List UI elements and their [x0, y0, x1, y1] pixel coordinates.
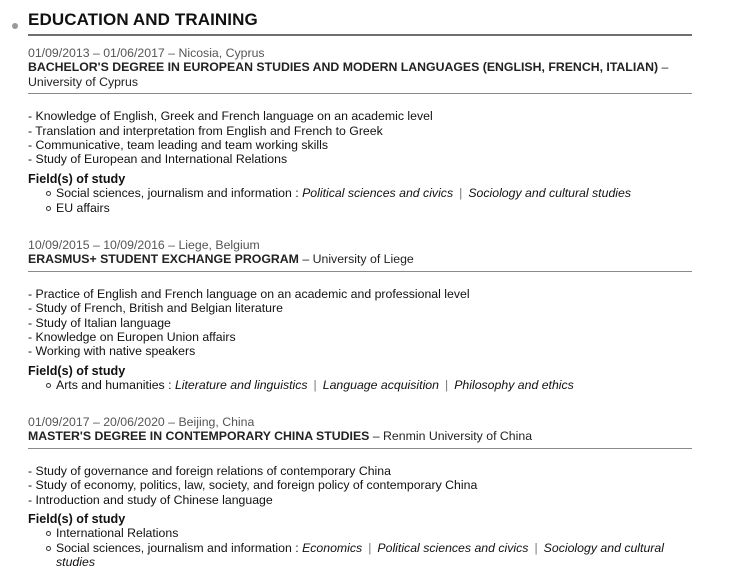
entry-dates: 01/09/2013 – 01/06/2017: [28, 46, 165, 60]
field-item: [56, 201, 692, 215]
field-subitem: Political sciences and civics: [302, 186, 454, 201]
fields-list: [28, 378, 692, 392]
field-separator: |: [459, 186, 463, 201]
entry-title: MASTER'S DEGREE IN CONTEMPORARY CHINA STUDIES – Renmin University of China: [28, 429, 533, 444]
description-line: - Communicative, team leading and team working skills: [28, 138, 329, 153]
field-subitem: Philosophy and ethics: [454, 378, 574, 393]
field-subitem: Literature and linguistics: [174, 378, 308, 393]
description-line: - Knowledge on Europen Union affairs: [28, 330, 236, 345]
entry-title: BACHELOR'S DEGREE IN EUROPEAN STUDIES AND MODERN LANGUAGES (ENGLISH, FRENCH, ITALIAN) – University of Cyprus: [28, 60, 669, 89]
entry-divider: [28, 448, 692, 449]
entry-dates: 10/09/2015 – 10/09/2016: [28, 238, 165, 252]
description-line: - Study of governance and foreign relations of contemporary China: [28, 463, 391, 478]
field-item: Arts and humanities : Literature and linguistics | Language acquisition | Philosophy and ethics: [56, 378, 692, 392]
entry-dates: 01/09/2017 – 20/06/2020: [28, 415, 165, 429]
fields-heading: Field(s) of study: [28, 363, 126, 378]
field-group: Social sciences, journalism and information: [56, 186, 292, 201]
field-separator: |: [444, 378, 449, 393]
section-divider: [28, 34, 692, 36]
field-separator: |: [313, 378, 317, 393]
entry-divider: [28, 271, 692, 272]
section-title: EDUCATION AND TRAINING: [28, 10, 258, 29]
entry-title: ERASMUS+ STUDENT EXCHANGE PROGRAM – University of Liege: [28, 252, 414, 267]
field-group: International Relations: [56, 526, 179, 541]
entry-institution: Renmin University of China: [383, 429, 533, 444]
entry-meta: 01/09/2013 – 01/06/2017 – Nicosia, Cyprus: [28, 46, 265, 60]
fields-heading: Field(s) of study: [28, 512, 126, 527]
education-entry: [28, 238, 692, 393]
entry-degree: MASTER'S DEGREE IN CONTEMPORARY CHINA STUDIES: [28, 429, 370, 444]
entry-degree: ERASMUS+ STUDENT EXCHANGE PROGRAM: [28, 252, 299, 267]
description-line: - Introduction and study of Chinese language: [28, 492, 273, 507]
entry-description: [28, 287, 692, 359]
entry-meta: 10/09/2015 – 10/09/2016 – Liege, Belgium: [28, 238, 260, 252]
entry-institution: University of Cyprus: [28, 74, 139, 89]
field-separator: |: [534, 540, 538, 555]
fields-list: [28, 186, 692, 215]
field-subitem: Sociology and cultural studies: [56, 540, 664, 570]
field-subitem: Sociology and cultural studies: [468, 186, 632, 201]
description-line: - Knowledge of English, Greek and French language on an academic level: [28, 109, 433, 124]
education-entry: [28, 415, 692, 570]
education-entry: [28, 46, 692, 215]
entry-location: Beijing, China: [178, 415, 255, 429]
field-item: Social sciences, journalism and information : Economics | Political sciences and civics | Sociology and cultural studies: [56, 541, 676, 570]
entry-institution: University of Liege: [312, 252, 414, 267]
field-item: [56, 526, 692, 540]
description-line: - Study of economy, politics, law, society, and foreign policy of contemporary China: [28, 478, 478, 493]
entry-meta: 01/09/2017 – 20/06/2020 – Beijing, China: [28, 415, 255, 429]
description-line: - Working with native speakers: [28, 344, 196, 359]
entry-location: Liege, Belgium: [178, 238, 260, 252]
entry-degree: BACHELOR'S DEGREE IN EUROPEAN STUDIES AND MODERN LANGUAGES (ENGLISH, FRENCH, ITALIAN): [28, 60, 659, 75]
field-separator: |: [368, 540, 372, 555]
field-subitem: Language acquisition: [322, 378, 439, 393]
description-line: - Study of Italian language: [28, 315, 171, 330]
description-line: - Translation and interpretation from English and French to Greek: [28, 123, 383, 138]
field-group: EU affairs: [56, 200, 110, 215]
field-subitem: Economics: [302, 540, 363, 555]
entry-divider: [28, 93, 692, 94]
description-line: - Study of French, British and Belgian literature: [28, 301, 283, 316]
fields-list: [28, 526, 692, 569]
field-group: Arts and humanities: [56, 378, 165, 393]
entry-description: [28, 109, 692, 167]
section-bullet-icon: [12, 23, 18, 29]
field-item: Social sciences, journalism and information : Political sciences and civics | Sociology and cultural studies: [56, 186, 692, 200]
field-subitem: Political sciences and civics: [377, 540, 529, 555]
field-group: Social sciences, journalism and information: [56, 540, 292, 555]
description-line: - Practice of English and French language on an academic and professional level: [28, 286, 470, 301]
description-line: - Study of European and International Relations: [28, 152, 288, 167]
fields-heading: Field(s) of study: [28, 171, 126, 186]
entry-description: [28, 464, 692, 507]
entry-location: Nicosia, Cyprus: [178, 46, 265, 60]
